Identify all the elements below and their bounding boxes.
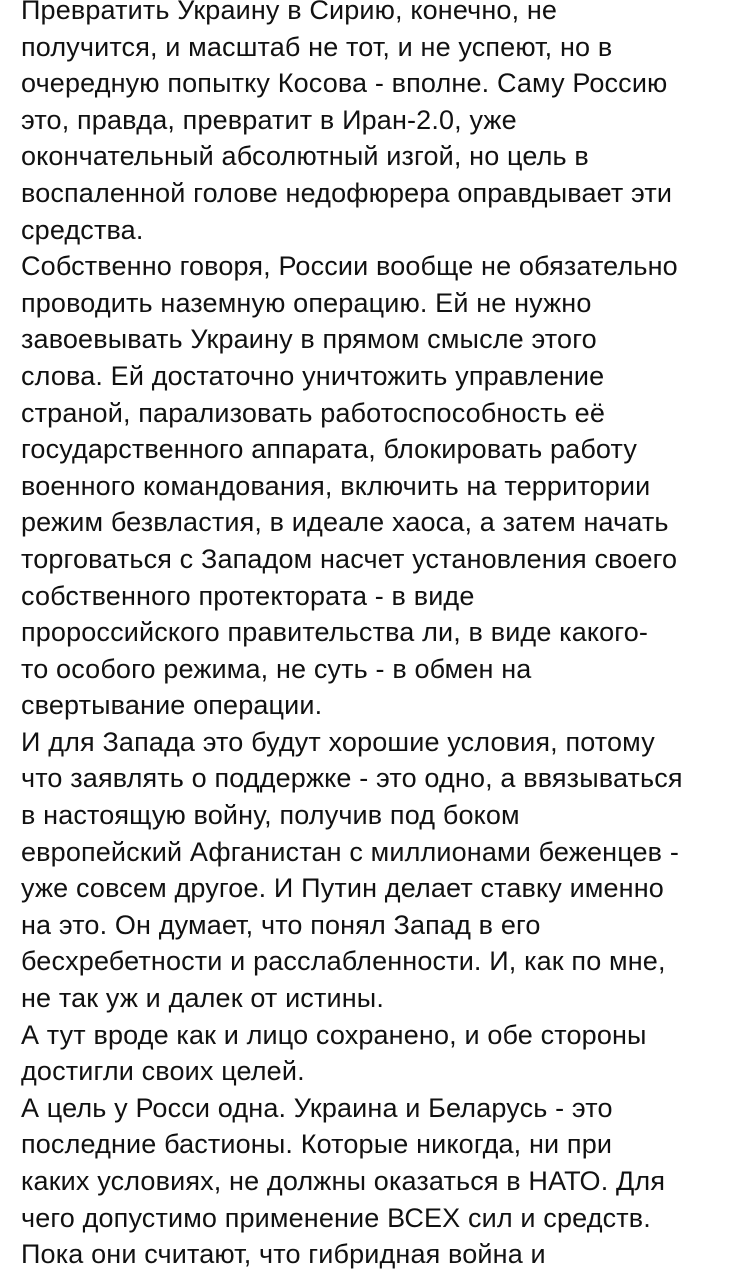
text-line: очередную попытку Косова - вполне. Саму Россию xyxy=(21,68,668,99)
text-line: уже совсем другое. И Путин делает ставку именно xyxy=(21,873,664,904)
text-line: слова. Ей достаточно уничтожить управление xyxy=(21,360,605,391)
text-line: А тут вроде как и лицо сохранено, и обе стороны xyxy=(21,1019,647,1050)
text-line: Пока они считают, что гибридная война и xyxy=(21,1239,546,1270)
paragraph-4 xyxy=(21,1017,733,1090)
text-line: европейский Афганистан с миллионами беженцев - xyxy=(21,836,679,867)
text-line: завоевывать Украину в прямом смысле этого xyxy=(21,324,597,355)
text-line: воспаленной голове недофюрера оправдывает эти xyxy=(21,177,673,208)
post-text xyxy=(21,0,733,1273)
text-line: Собственно говоря, России вообще не обязательно xyxy=(21,251,678,282)
text-line: последние бастионы. Которые никогда, ни при xyxy=(21,1129,613,1160)
text-line: окончательный абсолютный изгой, но цель в xyxy=(21,141,589,172)
text-line: А цель у Росси одна. Украина и Беларусь - это xyxy=(21,1092,613,1123)
paragraph-5 xyxy=(21,1090,733,1273)
text-line: то особого режима, не суть - в обмен на xyxy=(21,653,532,684)
text-line: каких условиях, не должны оказаться в НАТО. Для xyxy=(21,1166,666,1196)
text-line: что заявлять о поддержке - это одно, а ввязываться xyxy=(21,763,683,794)
text-line: страной, парализовать работоспособность её xyxy=(21,397,606,428)
text-line: свертывание операции. xyxy=(21,690,323,721)
text-line: чего допустимо применение ВСЕХ сил и средств. xyxy=(21,1202,651,1233)
paragraph-1 xyxy=(21,0,733,248)
text-line: получится, и масштаб не тот, и не успеют, но в xyxy=(21,31,613,62)
text-line: средства. xyxy=(21,214,144,245)
paragraph-2 xyxy=(21,248,733,724)
text-line: торговаться с Западом насчет установления своего xyxy=(21,543,678,574)
text-line: достигли своих целей. xyxy=(21,1056,305,1087)
text-line: И для Запада это будут хорошие условия, потому xyxy=(21,726,655,757)
paragraph-3 xyxy=(21,724,733,1017)
text-line: в настоящую войну, получив под боком xyxy=(21,800,520,831)
text-line: не так уж и далек от истины. xyxy=(21,983,384,1014)
text-line: государственного аппарата, блокировать работу xyxy=(21,434,637,465)
text-line: военного командования, включить на территории xyxy=(21,470,651,501)
text-line: Превратить Украину в Сирию, конечно, не xyxy=(21,0,558,25)
text-line: бесхребетности и расслабленности. И, как по мне, xyxy=(21,946,666,977)
text-line: собственного протектората - в виде xyxy=(21,580,475,611)
text-line: это, правда, превратит в Иран-2.0, уже xyxy=(21,104,517,135)
text-line: на это. Он думает, что понял Запад в его xyxy=(21,909,541,940)
text-line: режим безвластия, в идеале хаоса, а затем начать xyxy=(21,507,669,538)
text-line: проводить наземную операцию. Ей не нужно xyxy=(21,287,592,318)
text-line: пророссийского правительства ли, в виде какого- xyxy=(21,617,649,648)
